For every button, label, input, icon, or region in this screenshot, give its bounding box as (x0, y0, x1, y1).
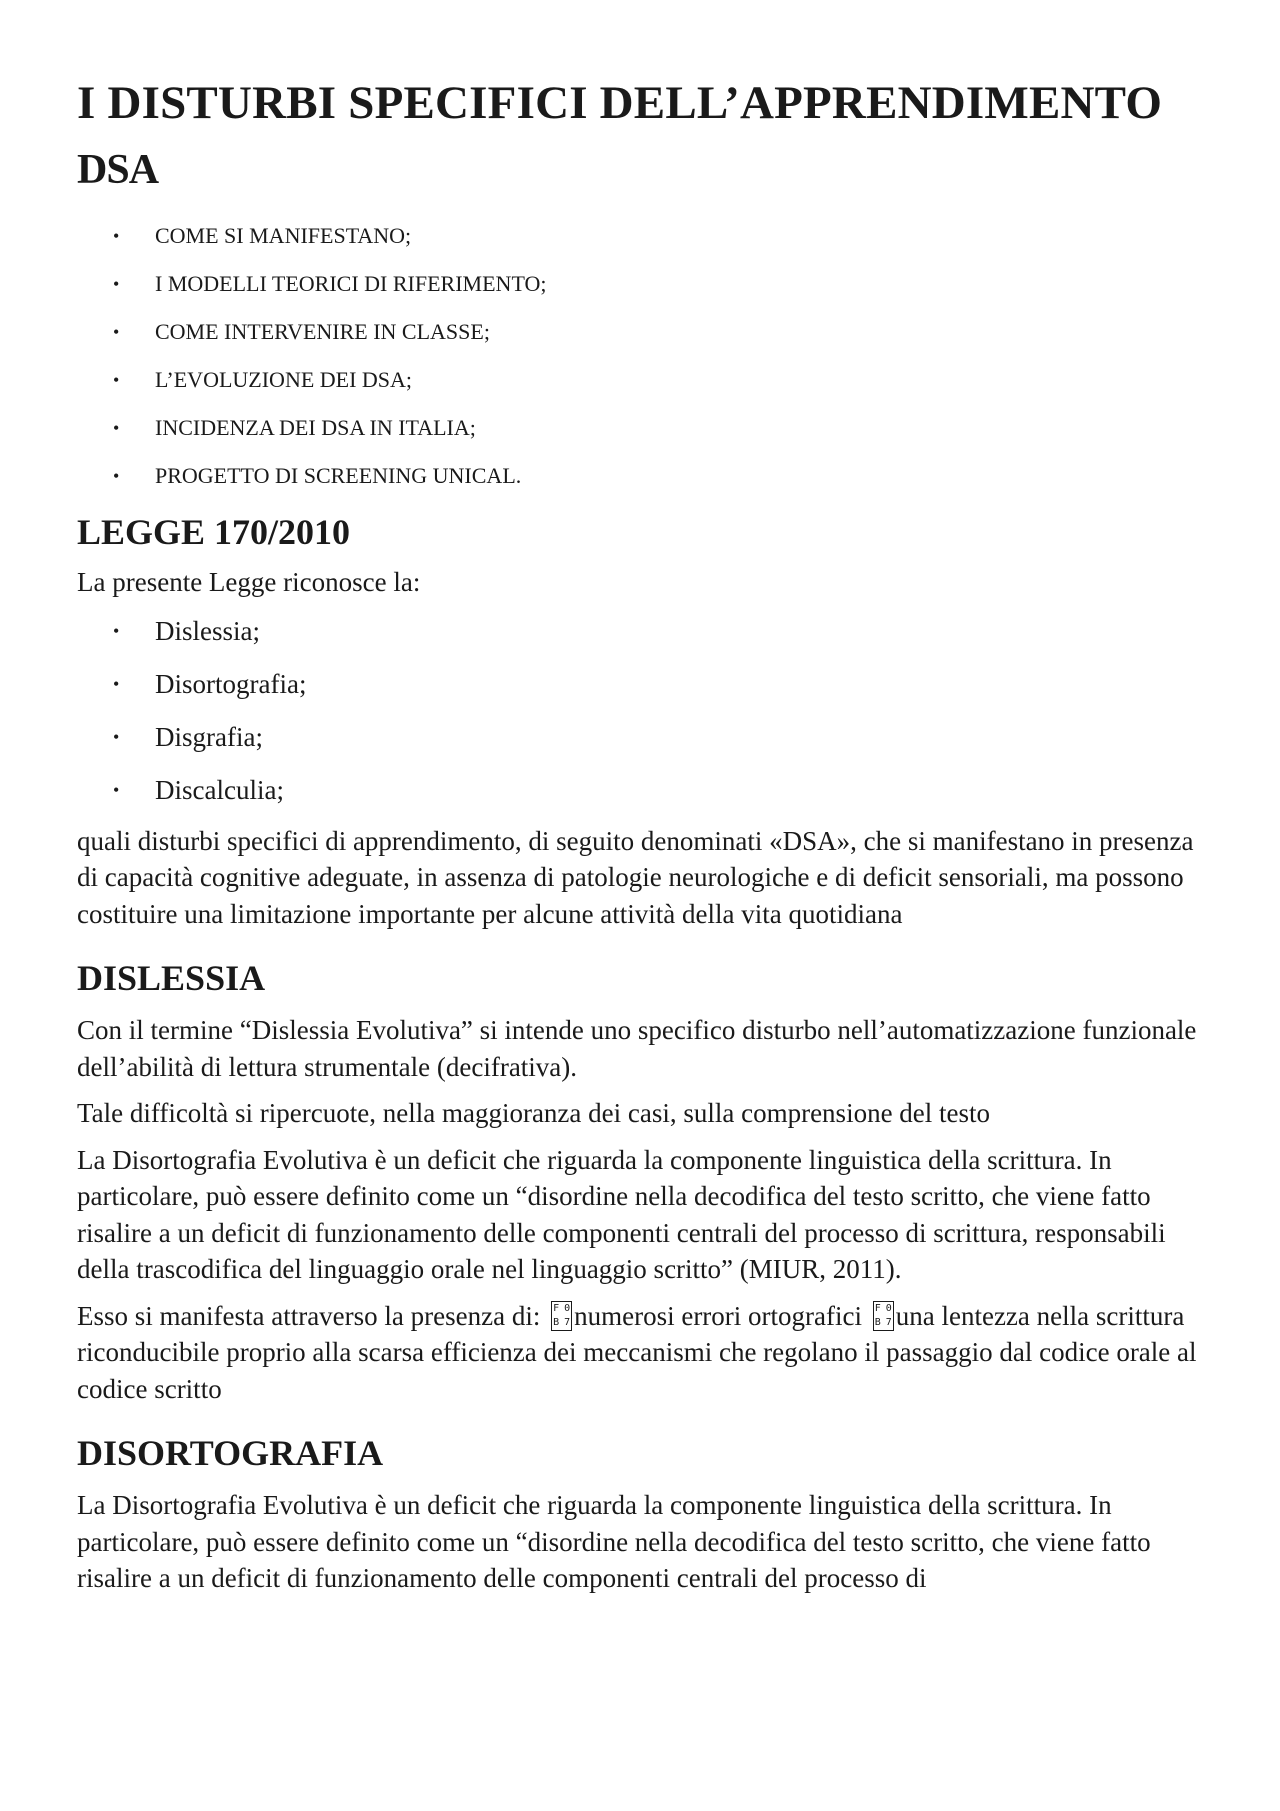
list-item-text: Dislessia; (155, 615, 260, 646)
legge-list (77, 605, 1220, 817)
bullet-icon: • (113, 226, 120, 246)
document-subtitle: DSA (77, 147, 159, 193)
legge-paragraph: quali disturbi specifici di apprendimento, di seguito denominati «DSA», che si manifestano in presenza di capacità cognitive adeguate, in assenza di patologie neurologiche e di deficit sensoriali, ma possono costituire una limitazione importante per alcune attività della vita quotidiana (77, 825, 1194, 929)
dislessia-paragraph-3: La Disortografia Evolutiva è un deficit che riguarda la componente linguistica della scrittura. In particolare, può essere definito come un “disordine nella decodifica del testo scritto, che viene fatto risalire a un deficit di funzionamento delle componenti centrali del processo di scrittura, responsabili della trascodifica del linguaggio orale nel linguaggio scritto” (MIUR, 2011). (77, 1144, 1166, 1284)
bullet-icon: • (113, 370, 120, 390)
bullet-icon: • (113, 322, 120, 342)
list-item-text: PROGETTO DI SCREENING UNICAL. (155, 463, 522, 488)
list-item (77, 260, 1220, 308)
disortografia-heading: DISORTOGRAFIA (77, 1433, 384, 1473)
paragraph-text: una lentezza nella scrittura riconducibile proprio alla scarsa efficienza dei meccanismi che regolano il passaggio dal codice orale al codice scritto (77, 1300, 1197, 1404)
list-item-text: INCIDENZA DEI DSA IN ITALIA; (155, 415, 476, 440)
bullet-icon: • (113, 726, 120, 747)
bullet-icon: • (113, 418, 120, 438)
dislessia-paragraph-2: Tale difficoltà si ripercuote, nella maggioranza dei casi, sulla comprensione del testo (77, 1098, 991, 1128)
list-item (77, 308, 1220, 356)
dislessia-heading: DISLESSIA (77, 958, 266, 998)
legge-intro: La presente Legge riconosce la: (77, 567, 421, 597)
list-item-text: COME INTERVENIRE IN CLASSE; (155, 319, 490, 344)
dislessia-paragraph-1: Con il termine “Dislessia Evolutiva” si intende uno specifico disturbo nell’automatizzazione funzionale dell’abilità di lettura strumentale (decifrativa). (77, 1015, 1197, 1082)
list-item (77, 356, 1220, 404)
bullet-icon: • (113, 466, 120, 486)
paragraph-text: Esso si manifesta attraverso la presenza di: (77, 1300, 548, 1331)
list-item-text: Discalculia; (155, 774, 284, 805)
list-item (77, 404, 1220, 452)
list-item (77, 658, 1220, 711)
list-item (77, 452, 1220, 500)
bullet-icon: • (113, 673, 120, 694)
list-item (77, 711, 1220, 764)
list-item-text: COME SI MANIFESTANO; (155, 223, 412, 248)
list-item-text: L’EVOLUZIONE DEI DSA; (155, 367, 413, 392)
topics-list (77, 212, 1220, 500)
bullet-icon: • (113, 274, 120, 294)
legge-heading: LEGGE 170/2010 (77, 512, 351, 552)
list-item (77, 605, 1220, 658)
document-title: I DISTURBI SPECIFICI DELL’APPRENDIMENTO (77, 77, 1163, 129)
bullet-icon: • (113, 779, 120, 800)
list-item-text: I MODELLI TEORICI DI RIFERIMENTO; (155, 271, 547, 296)
bullet-icon: • (113, 620, 120, 641)
missing-glyph-icon: F 0 B 7 (873, 1301, 894, 1331)
list-item-text: Disortografia; (155, 668, 307, 699)
disortografia-paragraph-1: La Disortografia Evolutiva è un deficit che riguarda la componente linguistica della scrittura. In particolare, può essere definito come un “disordine nella decodifica del testo scritto, che viene fatto risalire a un deficit di funzionamento delle componenti centrali del processo di (77, 1490, 1151, 1593)
missing-glyph-icon: F 0 B 7 (551, 1301, 572, 1331)
list-item-text: Disgrafia; (155, 721, 263, 752)
list-item (77, 764, 1220, 817)
paragraph-text: numerosi errori ortografici (574, 1300, 869, 1331)
dislessia-paragraph-4 (77, 1298, 1220, 1408)
list-item (77, 212, 1220, 260)
